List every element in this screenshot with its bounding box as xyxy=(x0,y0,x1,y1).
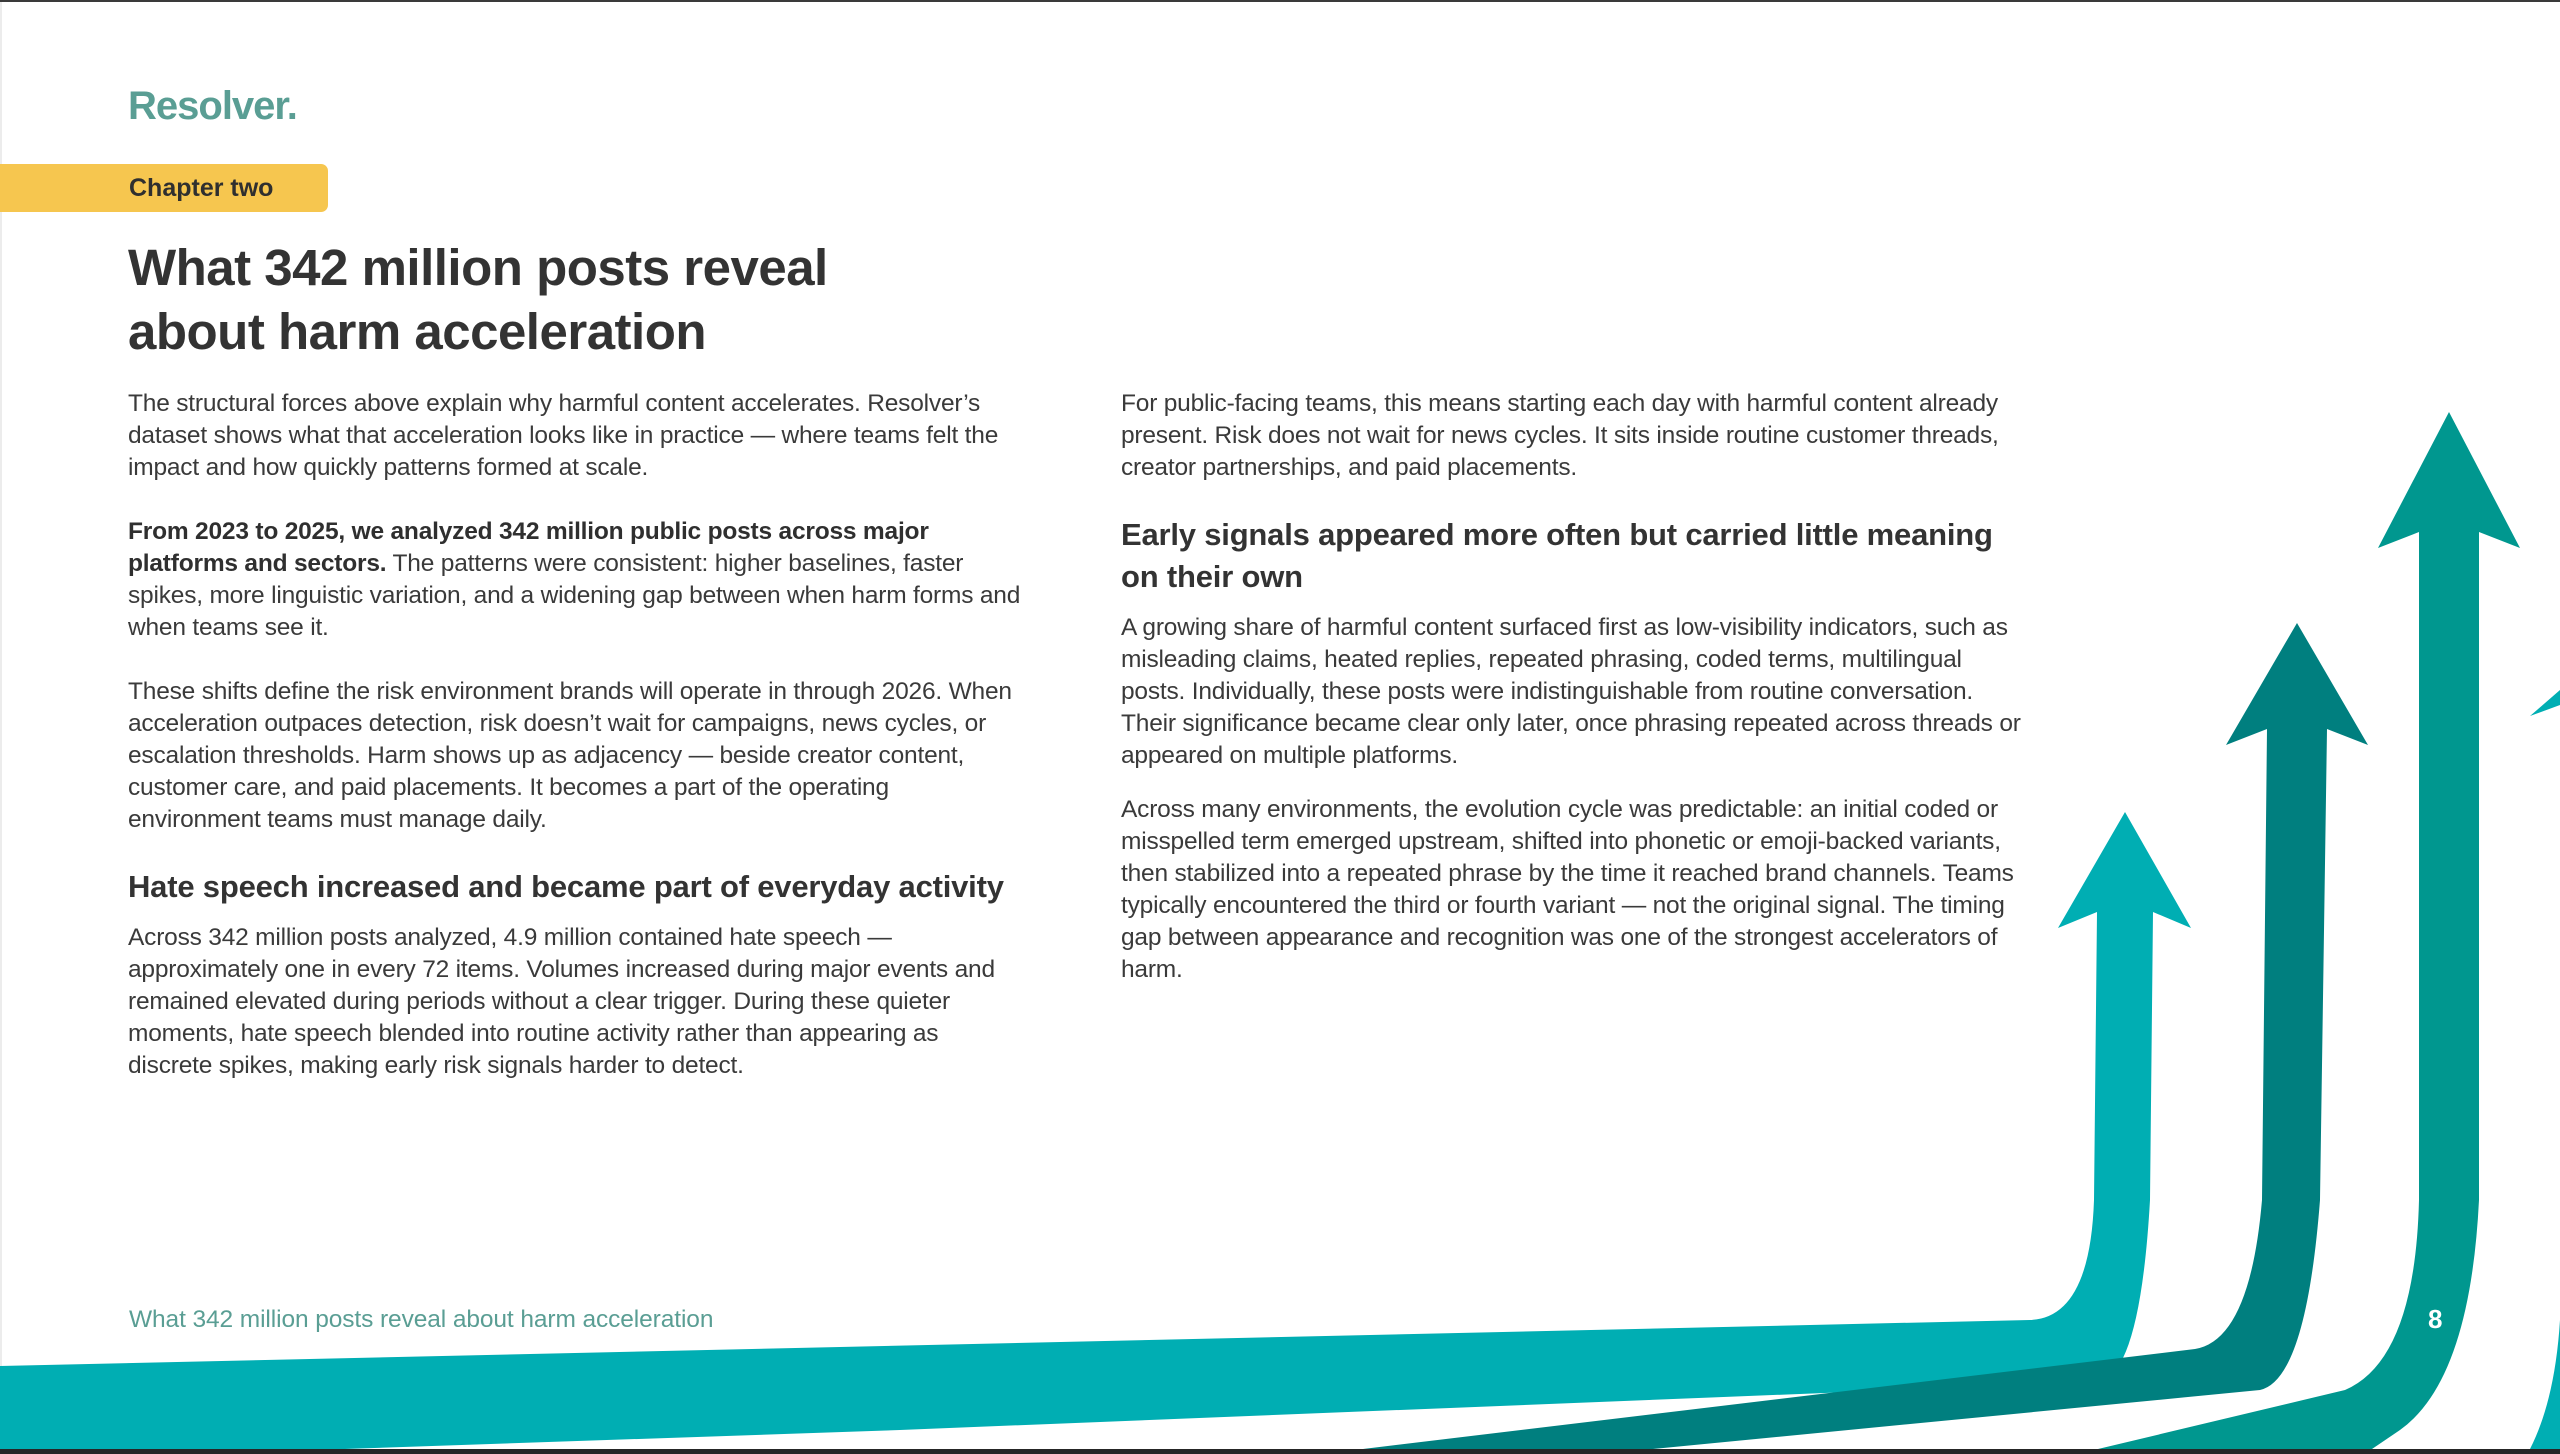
shifts-paragraph: These shifts define the risk environment brands will operate in through 2026. When acceleration outpaces detection, risk doesn’t wait for campaigns, news cycles, or escalation thresholds. Harm shows up as adjacency — beside creator content, customer care, and paid placements. It becomes a part of the operating environment teams must manage daily. xyxy=(128,678,1012,833)
evolution-cycle-paragraph: Across many environments, the evolution cycle was predictable: an initial coded or misspelled term emerged upstream, shifted into phonetic or emoji-backed variants, then stabilized into a repeated phrase by the time it reached brand channels. Teams typically encountered the third or fourth variant — not the original signal. The timing gap between appearance and recognition was one of the strongest accelerators of harm. xyxy=(1121,796,2014,983)
page-title-line-2: about harm acceleration xyxy=(128,303,707,360)
page-number: 8 xyxy=(2428,1304,2443,1334)
analysis-highlight: From 2023 to 2025, we analyzed 342 million public posts across major platforms and sectors. xyxy=(128,518,929,577)
page-title-line-1: What 342 million posts reveal xyxy=(128,239,828,296)
intro-paragraph: The structural forces above explain why harmful content accelerates. Resolver’s dataset shows what that acceleration looks like in practice — where teams felt the impact and how quickly patterns formed at scale. xyxy=(128,390,999,481)
hate-speech-paragraph: Across 342 million posts analyzed, 4.9 million contained hate speech — approximately one in every 72 items. Volumes increased during major events and remained elevated during periods without a clear trigger. During these quieter moments, hate speech blended into routine activity rather than appearing as discrete spikes, making early risk signals harder to detect. xyxy=(128,924,995,1079)
up-arrow-icon xyxy=(2530,690,2560,1449)
early-signals-paragraph: A growing share of harmful content surfaced first as low-visibility indicators, such as misleading claims, heated replies, repeated phrasing, coded terms, multilingual posts. Individually, these posts were indistinguishable from routine conversation. Their significance became clear only later, once phrasing repeated across threads or appeared on multiple platforms. xyxy=(1121,614,2021,769)
running-footer-title: What 342 million posts reveal about harm acceleration xyxy=(129,1306,714,1333)
public-facing-paragraph: For public-facing teams, this means starting each day with harmful content already present. Risk does not wait for news cycles. It sits inside routine customer threads, creator partnerships, and paid placements. xyxy=(1121,390,1999,481)
analysis-paragraph xyxy=(128,516,1028,644)
resolver-logo: Resolver. xyxy=(128,84,297,128)
right-column xyxy=(1121,388,2021,986)
chapter-label-pill xyxy=(0,164,328,212)
analysis-text: The patterns were consistent: higher baselines, faster spikes, more linguistic variation, and a widening gap between when harm forms and when teams see it. xyxy=(128,550,1021,641)
bottom-border xyxy=(0,1449,2560,1454)
left-column xyxy=(128,388,1028,1082)
early-signals-heading: Early signals appeared more often but carried little meaning on their own xyxy=(1121,517,1993,594)
hate-speech-heading: Hate speech increased and became part of everyday activity xyxy=(128,869,1004,904)
chapter-label: Chapter two xyxy=(129,174,274,202)
page-title xyxy=(128,236,1028,364)
